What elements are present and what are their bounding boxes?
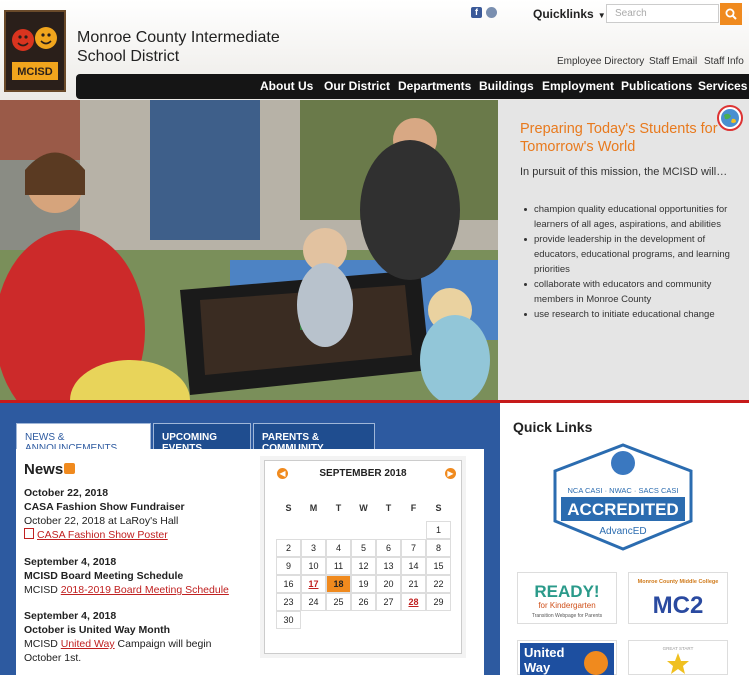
calendar-day[interactable]: 22 bbox=[426, 575, 451, 593]
nav-employment[interactable]: Employment bbox=[542, 79, 615, 93]
calendar-day[interactable]: 5 bbox=[351, 539, 376, 557]
calendar-day[interactable]: 7 bbox=[401, 539, 426, 557]
news-prefix: MCISD bbox=[24, 584, 61, 596]
calendar-weekday: S bbox=[285, 503, 292, 513]
hero-photo bbox=[0, 100, 498, 400]
caret-down-icon: ▼ bbox=[597, 11, 606, 20]
mission-intro: In pursuit of this mission, the MCISD will… bbox=[520, 166, 728, 178]
quicklinks-label: Quicklinks bbox=[533, 7, 594, 21]
calendar-day[interactable]: 25 bbox=[326, 593, 351, 611]
news-link[interactable]: United Way bbox=[60, 638, 115, 650]
calendar-weekday: T bbox=[385, 503, 392, 513]
news-panel bbox=[16, 449, 484, 675]
news-title[interactable]: CASA Fashion Show Fundraiser bbox=[24, 501, 185, 513]
news-link[interactable]: CASA Fashion Show Poster bbox=[37, 529, 168, 541]
mc2-link[interactable] bbox=[628, 572, 728, 624]
calendar-day[interactable]: 24 bbox=[301, 593, 326, 611]
calendar-day[interactable]: 27 bbox=[376, 593, 401, 611]
calendar-header bbox=[265, 461, 461, 489]
pdf-icon bbox=[24, 528, 34, 539]
calendar-weekday: S bbox=[435, 503, 442, 513]
mcisd-logo[interactable] bbox=[4, 10, 66, 92]
calendar-day[interactable]: 17 bbox=[301, 575, 326, 593]
news-date: September 4, 2018 bbox=[24, 556, 117, 568]
tab-news-announcements[interactable]: NEWS & bbox=[16, 423, 151, 450]
united-way-link[interactable] bbox=[517, 640, 617, 675]
social-links bbox=[471, 7, 497, 18]
nav-about-us[interactable]: About Us bbox=[260, 79, 314, 93]
next-month-icon[interactable]: ▶ bbox=[445, 468, 456, 479]
calendar-day[interactable]: 23 bbox=[276, 593, 301, 611]
search-icon bbox=[725, 8, 737, 20]
calendar-day[interactable]: 29 bbox=[426, 593, 451, 611]
mission-panel bbox=[498, 100, 749, 400]
calendar-day[interactable]: 10 bbox=[301, 557, 326, 575]
news-item bbox=[24, 555, 250, 597]
ready-kindergarten-link[interactable] bbox=[517, 572, 617, 624]
calendar-day[interactable]: 3 bbox=[301, 539, 326, 557]
rss-icon[interactable] bbox=[64, 463, 75, 474]
mc2-line2: MC2 bbox=[652, 592, 704, 619]
news-text: October 22, 2018 at LaRoy's Hall bbox=[24, 515, 179, 527]
calendar-day[interactable]: 1 bbox=[426, 521, 451, 539]
employee-directory-link[interactable]: Employee Directory bbox=[557, 56, 645, 67]
great-start-link[interactable] bbox=[628, 640, 728, 675]
search-input[interactable]: Search bbox=[606, 4, 719, 23]
facebook-icon[interactable]: f bbox=[471, 7, 482, 18]
gs-line1: GREAT START bbox=[662, 646, 694, 651]
staff-info-link[interactable]: Staff Info bbox=[704, 56, 744, 67]
globe-icon[interactable] bbox=[717, 105, 743, 131]
nav-buildings[interactable]: Buildings bbox=[479, 79, 534, 93]
mission-list bbox=[520, 202, 730, 322]
quick-links-heading: Quick Links bbox=[513, 419, 593, 435]
nav-departments[interactable]: Departments bbox=[398, 79, 472, 93]
calendar-day[interactable]: 12 bbox=[351, 557, 376, 575]
news-date: October 22, 2018 bbox=[24, 487, 109, 499]
ready-line2: for Kindergarten bbox=[538, 601, 596, 610]
uw-line2: Way bbox=[524, 660, 551, 675]
ready-line1: READY! bbox=[534, 582, 600, 601]
calendar-day[interactable]: 9 bbox=[276, 557, 301, 575]
ready-line3: Transition Webpage for Parents bbox=[531, 613, 603, 619]
accredited-top: NCA CASI · NWAC · SACS CASI bbox=[567, 486, 679, 495]
calendar-weekday: F bbox=[410, 503, 417, 513]
calendar-day[interactable]: 20 bbox=[376, 575, 401, 593]
mission-bullet: collaborate with educators and community members in Monroe County bbox=[520, 277, 730, 307]
search-button[interactable] bbox=[720, 3, 742, 25]
tab-parents-community[interactable]: PARENTS & bbox=[253, 423, 375, 450]
prev-month-icon[interactable]: ◀ bbox=[277, 468, 288, 479]
calendar-day[interactable]: 8 bbox=[426, 539, 451, 557]
news-title[interactable]: MCISD Board Meeting Schedule bbox=[24, 570, 184, 582]
calendar-day[interactable]: 13 bbox=[376, 557, 401, 575]
flickr-icon[interactable] bbox=[486, 7, 497, 18]
org-name-line2: School District bbox=[77, 48, 180, 65]
accredited-main: ACCREDITED bbox=[567, 500, 679, 519]
calendar-month: SEPTEMBER 2018 bbox=[319, 468, 407, 479]
calendar-day[interactable]: 4 bbox=[326, 539, 351, 557]
calendar-day[interactable]: 21 bbox=[401, 575, 426, 593]
calendar-day[interactable]: 26 bbox=[351, 593, 376, 611]
calendar-day[interactable]: 28 bbox=[401, 593, 426, 611]
site-header bbox=[0, 0, 749, 100]
quicklinks-dropdown[interactable] bbox=[533, 7, 606, 21]
mission-bullet: provide leadership in the development of educators, educational programs, and learning priorities bbox=[520, 232, 730, 277]
mission-bullet: use research to initiate educational change bbox=[520, 307, 730, 322]
staff-email-link[interactable]: Staff Email bbox=[649, 56, 698, 67]
accredited-badge[interactable] bbox=[545, 441, 701, 553]
nav-services[interactable]: Services bbox=[698, 79, 748, 93]
org-name-line1: Monroe County Intermediate bbox=[77, 29, 280, 46]
calendar-weekday: M bbox=[309, 503, 318, 513]
events-calendar bbox=[264, 460, 462, 654]
mission-bullet: champion quality educational opportunities for learners of all ages, aspirations, and abilities bbox=[520, 202, 730, 232]
news-title[interactable]: October is United Way Month bbox=[24, 624, 171, 636]
news-section bbox=[0, 403, 500, 675]
calendar-day[interactable]: 30 bbox=[276, 611, 301, 629]
calendar-day[interactable]: 16 bbox=[276, 575, 301, 593]
nav-publications[interactable]: Publications bbox=[621, 79, 693, 93]
calendar-day[interactable]: 14 bbox=[401, 557, 426, 575]
calendar-weekday: W bbox=[359, 503, 368, 513]
accredited-sub: AdvancED bbox=[599, 526, 647, 537]
calendar-day[interactable]: 18 bbox=[326, 575, 351, 593]
calendar-day[interactable]: 19 bbox=[351, 575, 376, 593]
news-suffix: Campaign will begin October 1st. bbox=[24, 638, 212, 664]
news-item bbox=[24, 609, 250, 665]
news-item bbox=[24, 486, 250, 542]
hero-banner bbox=[0, 100, 749, 400]
nav-our-district[interactable]: Our District bbox=[324, 79, 391, 93]
calendar-day[interactable]: 15 bbox=[426, 557, 451, 575]
main-nav bbox=[76, 74, 749, 99]
calendar-weekday: T bbox=[335, 503, 342, 513]
news-link[interactable]: 2018-2019 Board Meeting Schedule bbox=[60, 584, 229, 596]
calendar-day[interactable]: 2 bbox=[276, 539, 301, 557]
tab-upcoming-events[interactable]: UPCOMING bbox=[153, 423, 251, 450]
calendar-day[interactable]: 11 bbox=[326, 557, 351, 575]
calendar-day[interactable]: 6 bbox=[376, 539, 401, 557]
mission-title: Preparing Today's Students for Tomorrow's World bbox=[520, 121, 718, 155]
news-prefix: MCISD bbox=[24, 638, 61, 650]
news-heading: News bbox=[24, 461, 64, 478]
uw-line1: United bbox=[524, 645, 565, 660]
news-date: September 4, 2018 bbox=[24, 610, 117, 622]
logo-text: MCISD bbox=[17, 66, 53, 78]
org-name[interactable] bbox=[77, 28, 280, 66]
mc2-line1: Monroe County Middle College bbox=[637, 579, 719, 585]
